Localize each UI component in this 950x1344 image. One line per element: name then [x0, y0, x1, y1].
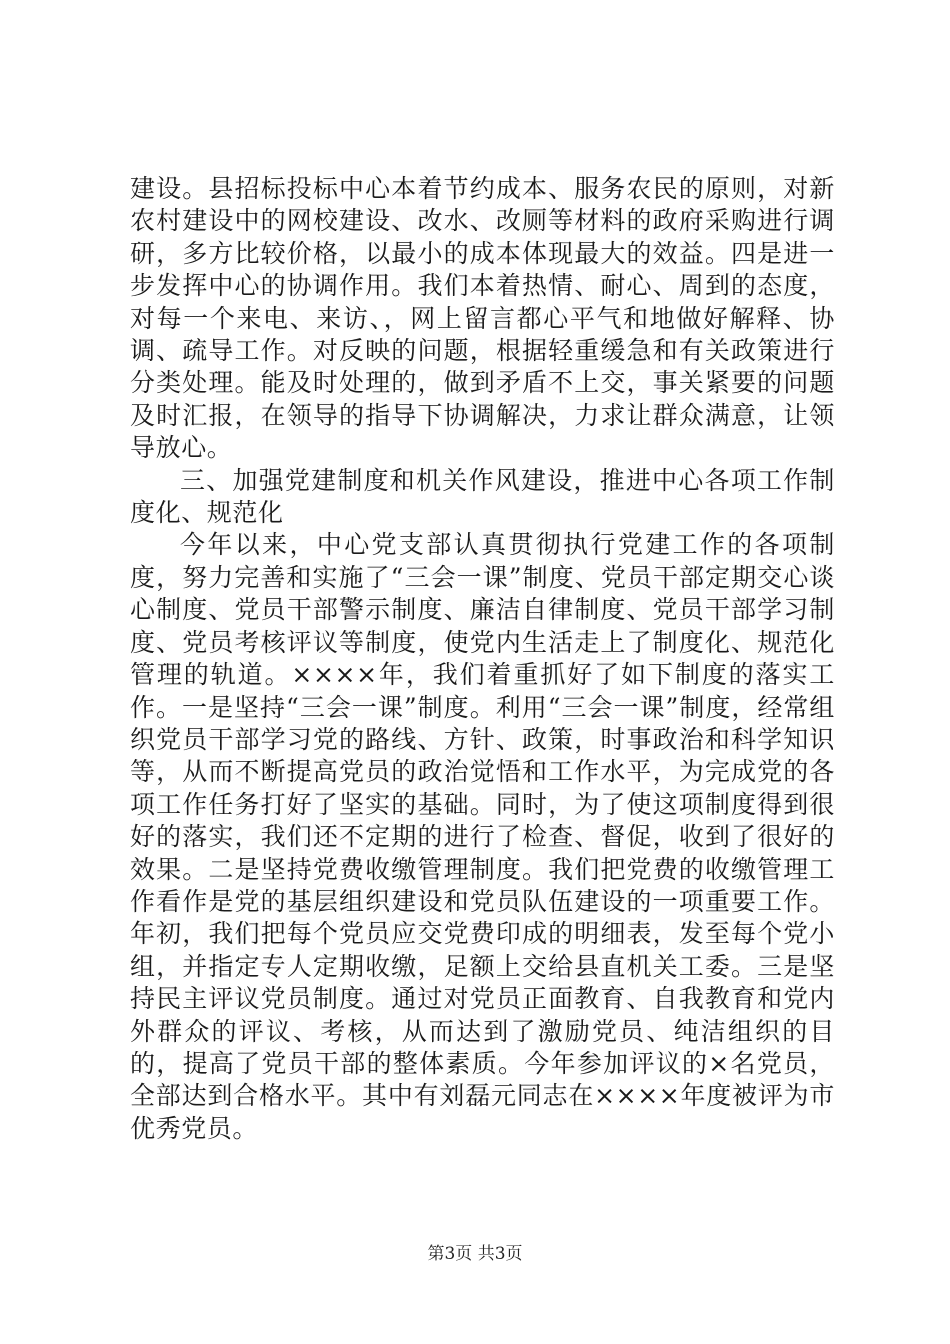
- section-heading: 三、加强党建制度和机关作风建设，推进中心各项工作制度化、规范化: [130, 465, 835, 528]
- body-paragraph-continuation: 建设。县招标投标中心本着节约成本、服务农民的原则，对新农村建设中的网校建设、改水、改厕等材料的政府采购进行调研，多方比较价格，以最小的成本体现最大的效益。四是进一步发挥中心的协调作用。我们本着热情、耐心、周到的态度，对每一个来电、来访、，网上留言都心平气和地做好解释、协调、疏导工作。对反映的问题，根据轻重缓急和有关政策进行分类处理。能及时处理的，做到矛盾不上交，事关紧要的问题及时汇报，在领导的指导下协调解决，力求让群众满意，让领导放心。: [130, 174, 835, 463]
- document-body: [130, 173, 835, 1145]
- page-footer: 第3页 共3页: [427, 1244, 523, 1264]
- body-paragraph-party-building: 今年以来，中心党支部认真贯彻执行党建工作的各项制度，努力完善和实施了“三会一课”制度、党员干部定期交心谈心制度、党员干部警示制度、廉洁自律制度、党员干部学习制度、党员考核评议等制度，使党内生活走上了制度化、规范化管理的轨道。××××年，我们着重抓好了如下制度的落实工作。一是坚持“三会一课”制度。利用“三会一课”制度，经常组织党员干部学习党的路线、方针、政策，时事政治和科学知识等，从而不断提高党员的政治觉悟和工作水平，为完成党的各项工作任务打好了坚实的基础。同时，为了使这项制度得到很好的落实，我们还不定期的进行了检查、督促，收到了很好的效果。二是坚持党费收缴管理制度。我们把党费的收缴管理工作看作是党的基层组织建设和党员队伍建设的一项重要工作。年初，我们把每个党员应交党费印成的明细表，发至每个党小组，并指定专人定期收缴，足额上交给县直机关工委。三是坚持民主评议党员制度。通过对党员正面教育、自我教育和党内外群众的评议、考核，从而达到了激励党员、纯洁组织的目的，提高了党员干部的整体素质。今年参加评议的×名党员，全部达到合格水平。其中有刘磊元同志在××××年度被评为市优秀党员。: [130, 530, 835, 1143]
